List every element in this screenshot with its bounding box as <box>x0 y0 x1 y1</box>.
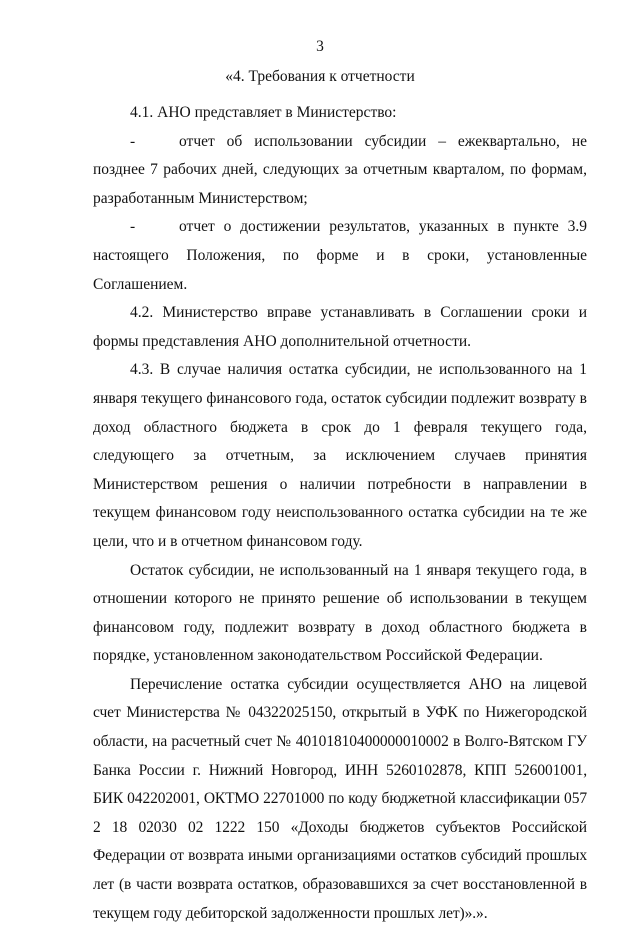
list-item-quarterly-report: - отчет об использовании субсидии – ежеквартально, не позднее 7 рабочих дней, следующих за отчетным кварталом, по формам, разработанным Министерством; <box>93 128 587 214</box>
section-heading: «4. Требования к отчетности <box>225 68 415 85</box>
page-number: 3 <box>316 38 324 55</box>
paragraph-4-1: 4.1. АНО представляет в Министерство: <box>130 104 397 121</box>
paragraph-remainder: Остаток субсидии, не использованный на 1 января текущего года, в отношении которого не принято решение об использовании в текущем финансовом году, подлежит возврату в доход областного бюджета в порядке, установленном законодательством Российской Федерации. <box>93 561 587 665</box>
list-dash: - <box>130 218 136 236</box>
paragraph-4-2: 4.2. Министерство вправе устанавливать в Соглашении сроки и формы представления АНО дополнительной отчетности. <box>93 304 587 350</box>
document-body <box>93 99 587 928</box>
list-dash: - <box>130 132 136 150</box>
paragraph-4-3: 4.3. В случае наличия остатка субсидии, не использованного на 1 января текущего финансового года, остаток субсидии подлежит возврату в доход областного бюджета в срок до 1 февраля текущего года, следующего за отчетным, за исключением случаев принятия Министерством решения о наличии потребности в направлении в текущем финансовом году неиспользованного остатка субсидии на те же цели, что и в отчетном финансовом году. <box>93 361 587 550</box>
list-item-results-report: - отчет о достижении результатов, указанных в пункте 3.9 настоящего Положения, по форме и в сроки, установленные Соглашением. <box>93 213 587 299</box>
paragraph-transfer: Перечисление остатка субсидии осуществляется АНО на лицевой счет Министерства № 04322025150, открытый в УФК по Нижегородской области, на расчетный счет № 40101810400000010002 в Волго-Вятском ГУ Банка России г. Нижний Новгород, ИНН 5260102878, КПП 526001001, БИК 042202001, ОКТМО 22701000 по коду бюджетной классификации 057 2 18 02030 02 1222 150 «Доходы бюджетов субъектов Российской Федерации от возврата иными организациями остатков субсидий прошлых лет (в части возврата остатков, образовавшихся за счет восстановленной в текущем году дебиторской задолженности прошлых лет)».». <box>93 675 587 922</box>
